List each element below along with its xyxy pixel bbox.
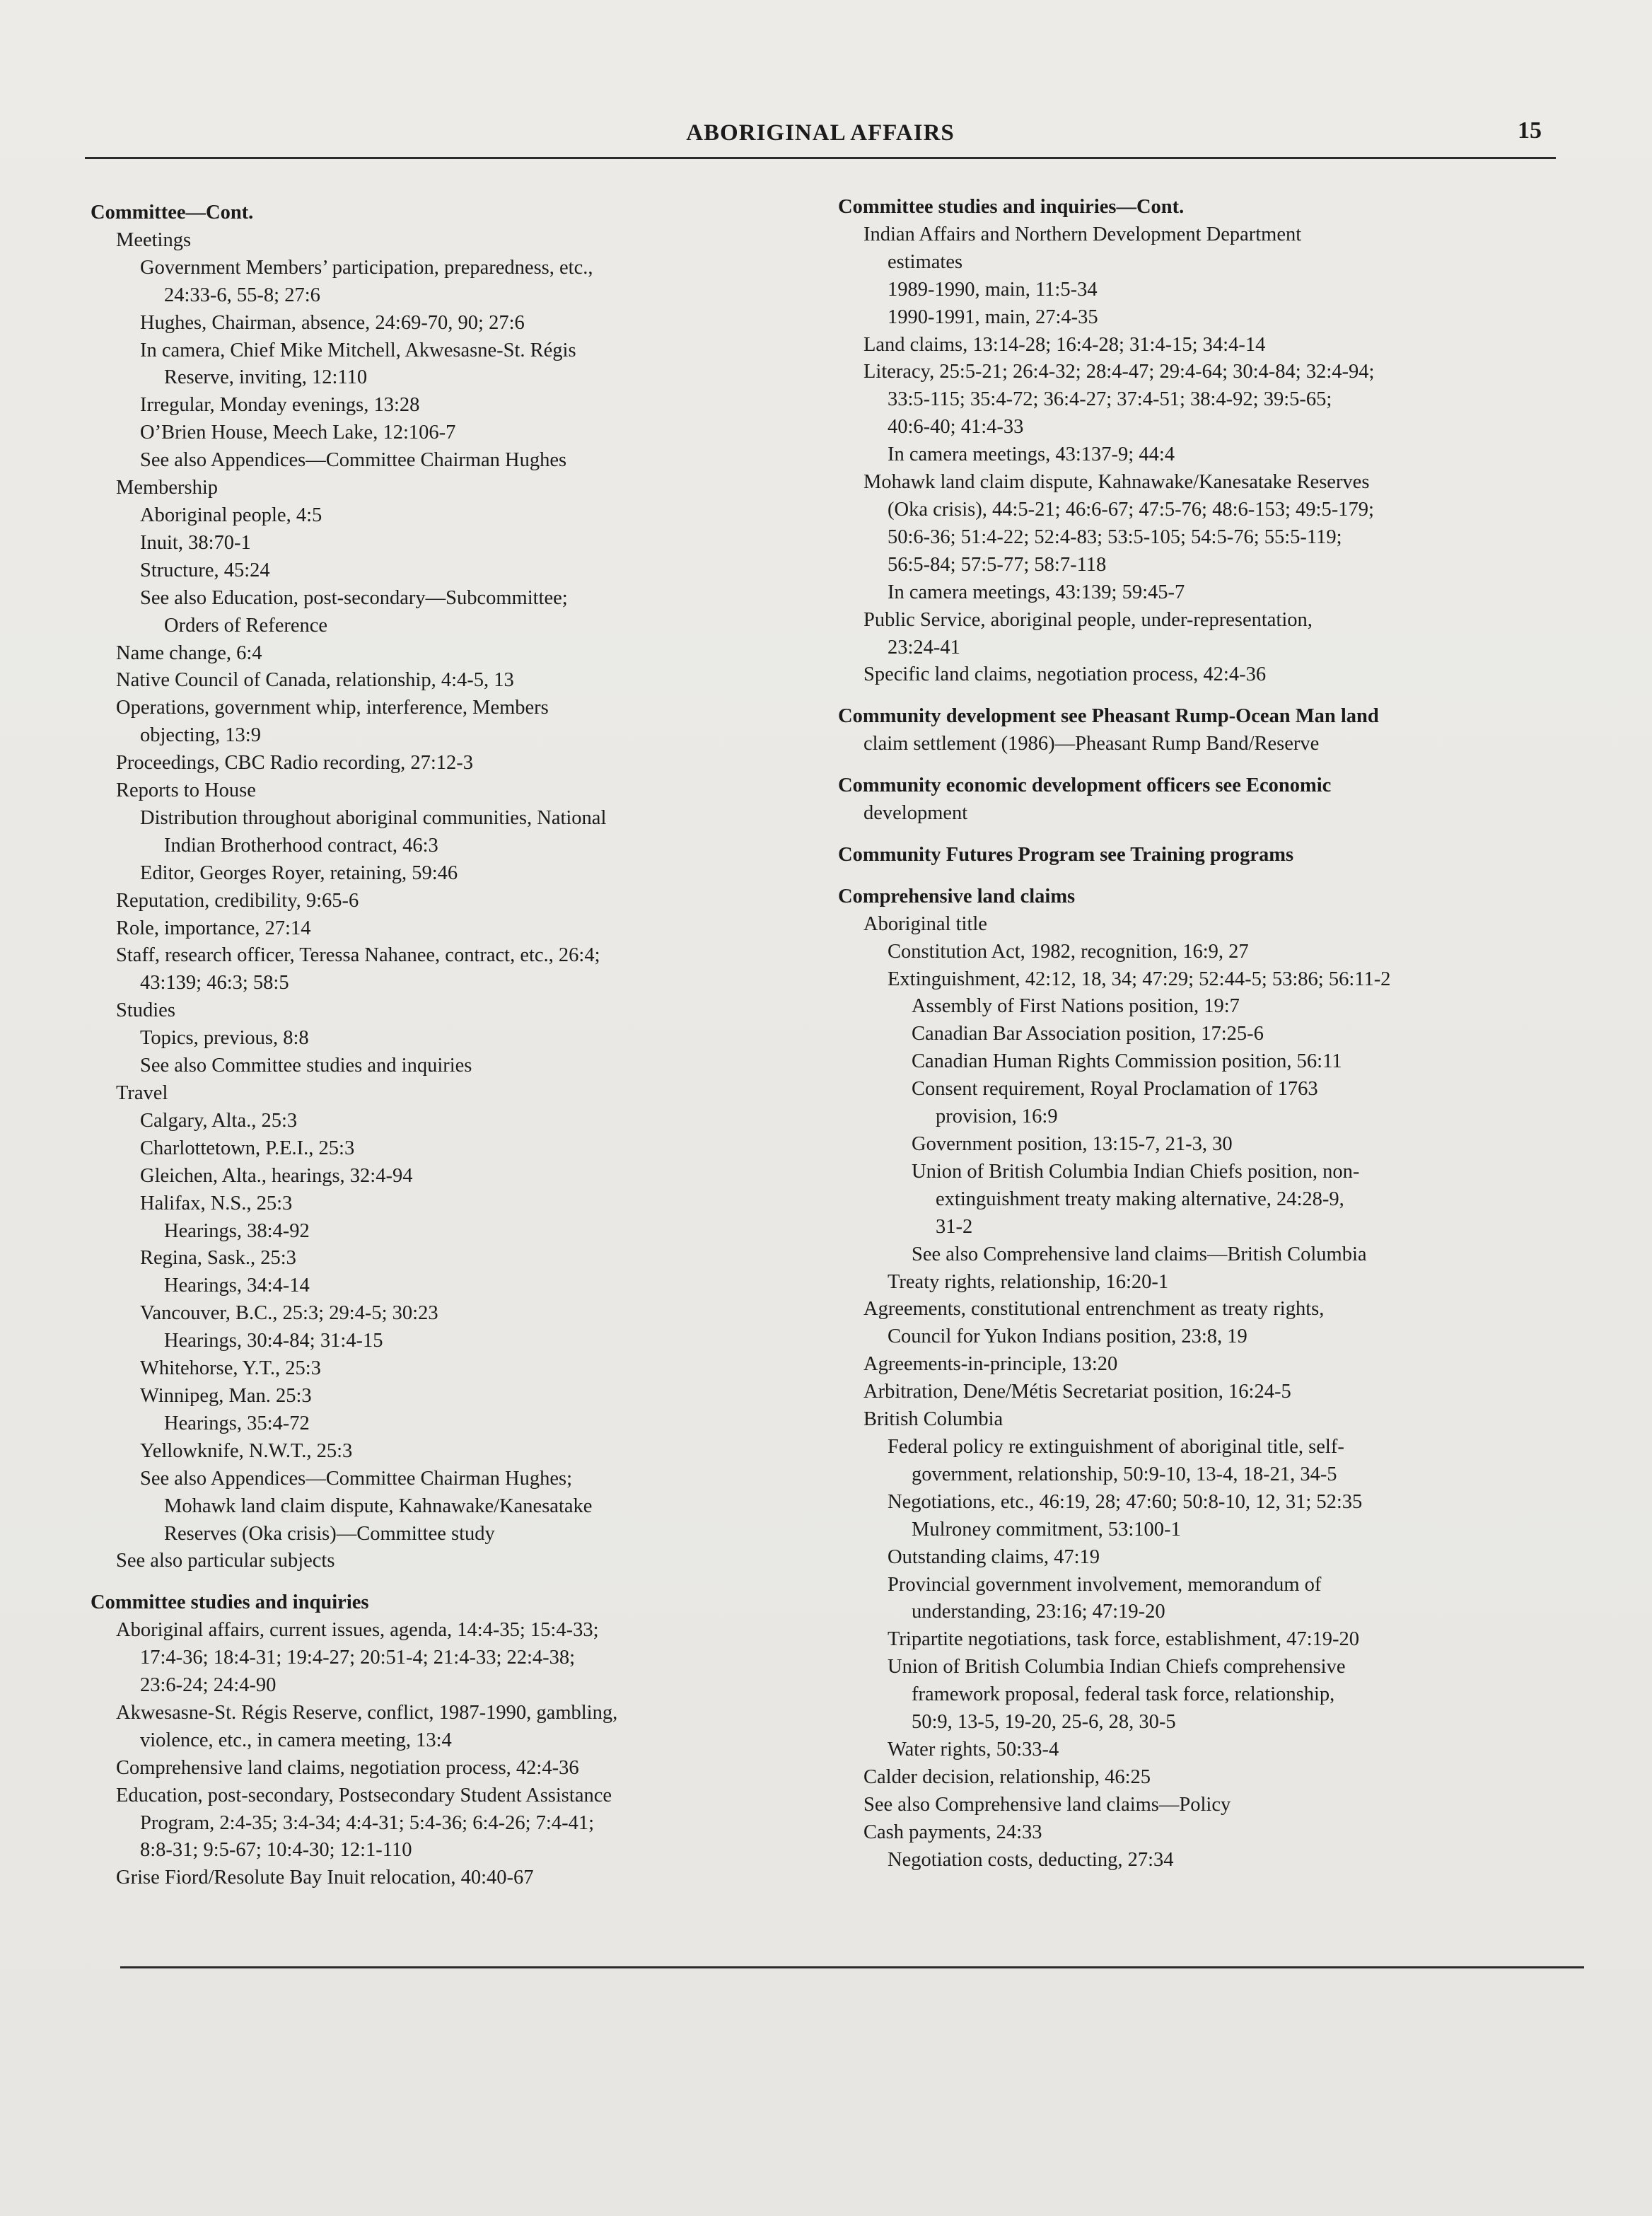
index-heading: Community Futures Program see Training programs [838,843,1294,866]
index-entry: Tripartite negotiations, task force, establishment, 47:19-20 [888,1628,1359,1651]
index-entry: Negotiations, etc., 46:19, 28; 47:60; 50:8-10, 12, 31; 52:35 [888,1490,1363,1513]
cross-reference: In camera, Chief Mike Mitchell, Akwesasne-St. Régis [140,339,576,361]
index-entry: Mohawk land claim dispute, Kahnawake/Kanesatake Reserves [863,471,1370,494]
index-entry: Charlottetown, P.E.I., 25:3 [140,1137,355,1159]
index-entry: Canadian Human Rights Commission position, 56:11 [912,1050,1342,1073]
index-entry: Hearings, 35:4-72 [164,1412,310,1434]
index-entry: 40:6-40; 41:4-33 [888,416,1024,439]
index-entry: Indian Affairs and Northern Development Department [863,223,1302,245]
index-entry: Studies [116,999,175,1022]
cross-reference: See also Comprehensive land claims—Policy [863,1793,1231,1816]
index-entry: Extinguishment, 42:12, 18, 34; 47:29; 52:44-5; 53:86; 56:11-2 [888,968,1391,990]
page-header [85,117,1556,156]
index-entry: Agreements-in-principle, 13:20 [863,1353,1118,1376]
index-entry: 23:24-41 [888,636,960,659]
cross-reference: See also Education, post-secondary—Subcommittee; [140,586,568,609]
page-number: 15 [1518,117,1542,144]
index-entry: 24:33-6, 55-8; 27:6 [164,284,320,306]
index-entry: (Oka crisis), 44:5-21; 46:6-67; 47:5-76; 48:6-153; 49:5-179; [888,498,1374,521]
index-entry: Education, post-secondary, Postsecondary Student Assistance [116,1784,612,1806]
index-entry: development [863,802,968,825]
header-rule [85,157,1556,159]
index-entry: Federal policy re extinguishment of aboriginal title, self- [888,1435,1344,1458]
index-entry: 31-2 [936,1215,973,1238]
index-heading: Committee—Cont. [91,202,254,224]
index-entry: extinguishment treaty making alternative, 24:28-9, [936,1188,1344,1210]
index-entry: Reserves (Oka crisis)—Committee study [164,1522,495,1545]
index-entry: Distribution throughout aboriginal communities, National [140,806,607,829]
index-entry: Constitution Act, 1982, recognition, 16:9, 27 [888,940,1249,963]
index-entry: Inuit, 38:70-1 [140,531,251,554]
index-entry: 8:8-31; 9:5-67; 10:4-30; 12:1-110 [140,1839,412,1862]
index-entry: Provincial government involvement, memorandum of [888,1573,1322,1596]
cross-reference: In camera meetings, 43:137-9; 44:4 [888,443,1175,466]
cross-reference: In camera meetings, 43:139; 59:45-7 [888,581,1185,603]
index-entry: violence, etc., in camera meeting, 13:4 [140,1729,452,1751]
index-entry: Whitehorse, Y.T., 25:3 [140,1357,321,1380]
index-entry: Consent requirement, Royal Proclamation of 1763 [912,1078,1318,1101]
index-entry: Halifax, N.S., 25:3 [140,1192,293,1214]
index-entry: Calgary, Alta., 25:3 [140,1109,298,1132]
index-entry: 17:4-36; 18:4-31; 19:4-27; 20:51-4; 21:4-33; 22:4-38; [140,1647,576,1669]
index-entry: Union of British Columbia Indian Chiefs position, non- [912,1160,1360,1183]
index-entry: Membership [116,477,219,499]
index-entry: understanding, 23:16; 47:19-20 [912,1601,1165,1623]
index-entry: Operations, government whip, interference, Members [116,697,549,719]
index-entry: Mohawk land claim dispute, Kahnawake/Kanesatake [164,1495,593,1517]
index-entry: Proceedings, CBC Radio recording, 27:12-3 [116,752,474,775]
index-entry: Aboriginal affairs, current issues, agenda, 14:4-35; 15:4-33; [116,1619,599,1642]
index-entry: Aboriginal people, 4:5 [140,504,322,526]
index-entry: Specific land claims, negotiation process, 42:4-36 [863,663,1267,686]
cross-reference: See also Appendices—Committee Chairman Hughes [140,449,567,472]
index-entry: Cash payments, 24:33 [863,1821,1042,1843]
index-entry: Reputation, credibility, 9:65-6 [116,889,359,912]
index-heading: Community development see Pheasant Rump-Ocean Man land [838,705,1379,728]
index-entry: 56:5-84; 57:5-77; 58:7-118 [888,553,1107,576]
cross-reference: See also Appendices—Committee Chairman Hughes; [140,1467,573,1490]
index-entry: 1990-1991, main, 27:4-35 [888,306,1098,328]
index-entry: 50:6-36; 51:4-22; 52:4-83; 53:5-105; 54:5-76; 55:5-119; [888,526,1342,548]
index-entry: Literacy, 25:5-21; 26:4-32; 28:4-47; 29:4-64; 30:4-84; 32:4-94; [863,361,1375,383]
index-entry: Meetings [116,228,192,251]
index-heading: Committee studies and inquiries [91,1591,369,1614]
index-entry: Editor, Georges Royer, retaining, 59:46 [140,862,458,884]
cross-reference: See also Comprehensive land claims—British Columbia [912,1243,1367,1265]
running-title: ABORIGINAL AFFAIRS [686,120,955,146]
index-entry: 23:6-24; 24:4-90 [140,1674,277,1697]
index-entry: provision, 16:9 [936,1106,1058,1128]
index-entry: Hearings, 38:4-92 [164,1219,310,1242]
index-entry: Agreements, constitutional entrenchment as treaty rights, [863,1298,1325,1321]
index-entry: Reserve, inviting, 12:110 [164,366,368,389]
index-entry: 33:5-115; 35:4-72; 36:4-27; 37:4-51; 38:4-92; 39:5-65; [888,388,1332,411]
footer-rule [120,1966,1584,1968]
index-entry: Government Members’ participation, preparedness, etc., [140,256,593,279]
index-entry: Hughes, Chairman, absence, 24:69-70, 90; 27:6 [140,311,525,334]
index-entry: Topics, previous, 8:8 [140,1027,309,1050]
index-entry: Council for Yukon Indians position, 23:8, 19 [888,1325,1247,1348]
index-entry: Treaty rights, relationship, 16:20-1 [888,1270,1169,1293]
index-entry: objecting, 13:9 [140,724,261,747]
index-entry: Outstanding claims, 47:19 [888,1545,1100,1568]
index-entry: Negotiation costs, deducting, 27:34 [888,1848,1174,1871]
index-entry: Reports to House [116,779,256,802]
index-entry: Indian Brotherhood contract, 46:3 [164,834,438,857]
cross-reference: See also particular subjects [116,1550,335,1572]
index-entry: Program, 2:4-35; 3:4-34; 4:4-31; 5:4-36; 6:4-26; 7:4-41; [140,1811,594,1834]
index-entry: Native Council of Canada, relationship, 4:4-5, 13 [116,669,514,692]
index-entry: Public Service, aboriginal people, under-representation, [863,608,1313,631]
index-entry: Yellowknife, N.W.T., 25:3 [140,1439,353,1462]
index-entry: 43:139; 46:3; 58:5 [140,972,289,994]
index-entry: Union of British Columbia Indian Chiefs comprehensive [888,1656,1346,1678]
index-entry: framework proposal, federal task force, relationship, [912,1683,1335,1706]
index-entry: 50:9, 13-5, 19-20, 25-6, 28, 30-5 [912,1711,1176,1734]
index-entry: Water rights, 50:33-4 [888,1738,1059,1760]
index-heading: Comprehensive land claims [838,885,1076,907]
index-entry: Government position, 13:15-7, 21-3, 30 [912,1133,1233,1155]
index-entry: Regina, Sask., 25:3 [140,1247,296,1270]
index-entry: government, relationship, 50:9-10, 13-4, 18-21, 34-5 [912,1463,1337,1485]
index-entry: claim settlement (1986)—Pheasant Rump Band/Reserve [863,733,1320,755]
cross-reference: See also Committee studies and inquiries [140,1055,472,1077]
index-entry: Assembly of First Nations position, 19:7 [912,995,1240,1018]
index-entry: Travel [116,1082,168,1104]
index-entry: Orders of Reference [164,614,328,637]
index-entry: Grise Fiord/Resolute Bay Inuit relocation, 40:40-67 [116,1867,534,1889]
index-entry: Role, importance, 27:14 [116,917,311,939]
index-heading: Community economic development officers see Economic [838,775,1332,797]
index-entry: Akwesasne-St. Régis Reserve, conflict, 1987-1990, gambling, [116,1701,618,1724]
index-entry: Aboriginal title [863,912,987,935]
index-entry: Comprehensive land claims, negotiation process, 42:4-36 [116,1756,579,1779]
left-index-column [91,199,826,1892]
index-entry: Calder decision, relationship, 46:25 [863,1765,1151,1788]
index-entry: Irregular, Monday evenings, 13:28 [140,394,420,417]
index-entry: Canadian Bar Association position, 17:25-6 [912,1023,1264,1045]
index-entry: Mulroney commitment, 53:100-1 [912,1518,1181,1541]
index-entry: Hearings, 34:4-14 [164,1275,310,1297]
index-entry: British Columbia [863,1408,1004,1431]
index-entry: 1989-1990, main, 11:5-34 [888,278,1098,301]
index-entry: Name change, 6:4 [116,642,262,664]
index-entry: Vancouver, B.C., 25:3; 29:4-5; 30:23 [140,1302,438,1325]
index-entry: Gleichen, Alta., hearings, 32:4-94 [140,1164,413,1187]
index-entry: Structure, 45:24 [140,559,270,581]
index-entry: Land claims, 13:14-28; 16:4-28; 31:4-15; 34:4-14 [863,333,1266,356]
index-entry: Hearings, 30:4-84; 31:4-15 [164,1330,383,1352]
index-heading: Committee studies and inquiries—Cont. [838,196,1185,218]
index-entry: Winnipeg, Man. 25:3 [140,1384,312,1407]
index-entry: O’Brien House, Meech Lake, 12:106-7 [140,422,456,444]
index-entry: Arbitration, Dene/Métis Secretariat position, 16:24-5 [863,1381,1291,1403]
right-index-column [838,194,1574,1874]
index-entry: Staff, research officer, Teressa Nahanee, contract, etc., 26:4; [116,944,600,967]
index-entry: estimates [888,250,963,273]
